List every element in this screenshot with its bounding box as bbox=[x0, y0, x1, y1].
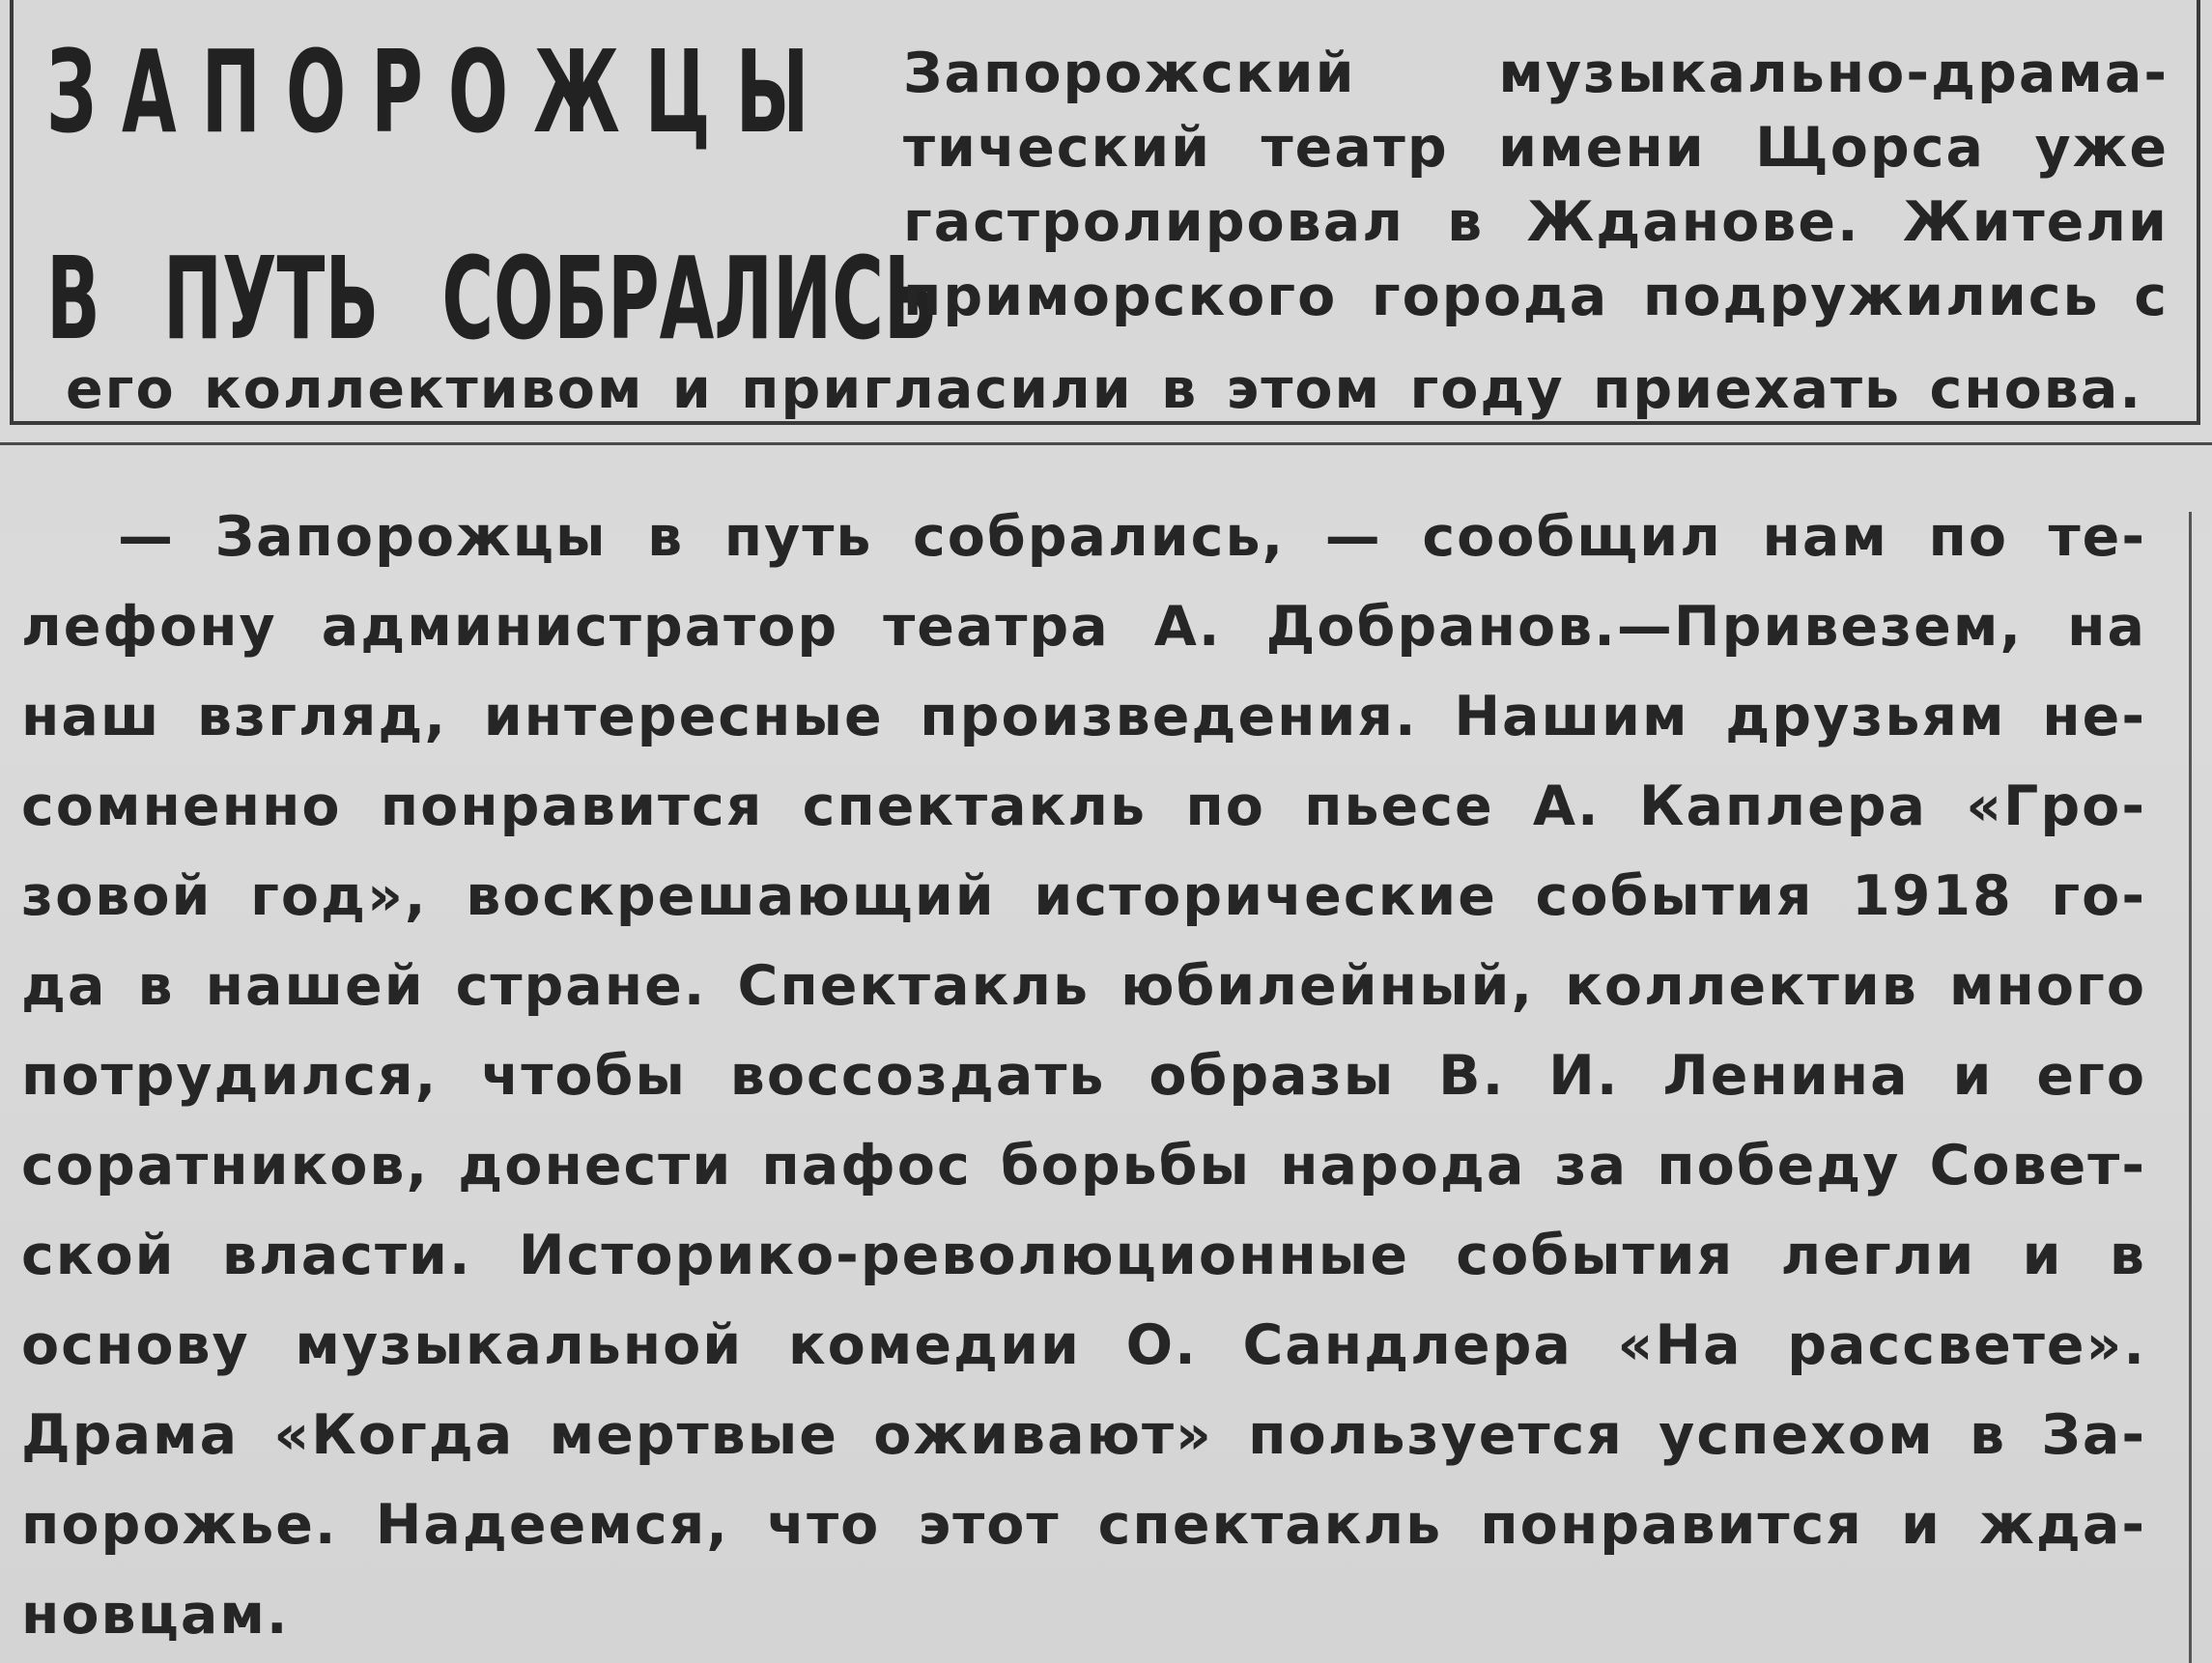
section-divider bbox=[0, 442, 2212, 445]
body-line: ской власти. Историко-революционные события легли и в bbox=[21, 1224, 2146, 1287]
body-line: новцам. bbox=[21, 1583, 290, 1647]
article-body bbox=[21, 493, 2146, 1660]
body-line: наш взгляд, интересные произведения. Нашим друзьям не- bbox=[21, 685, 2146, 748]
headline-line-2: В ПУТЬ СОБРАЛИСЬ bbox=[46, 232, 938, 365]
body-line: сомненно понравится спектакль по пьесе А. Каплера «Гро- bbox=[21, 775, 2146, 838]
body-line: Драма «Когда мертвые оживают» пользуется успехом в За- bbox=[21, 1403, 2146, 1467]
body-line: зовой год», воскрешающий исторические события 1918 го- bbox=[21, 864, 2146, 928]
body-line: — Запорожцы в путь собрались, — сообщил нам по те- bbox=[118, 505, 2146, 569]
lede-line: тический театр имени Щорса уже bbox=[903, 116, 2169, 180]
headline bbox=[46, 25, 938, 365]
body-line: потрудился, чтобы воссоздать образы В. И. Ленина и его bbox=[21, 1044, 2146, 1108]
lede-line: Запорожский музыкально-драма- bbox=[903, 42, 2169, 105]
column-rule bbox=[2189, 512, 2192, 1663]
body-line: лефону администратор театра А. Добранов.—Привезем, на bbox=[21, 595, 2146, 659]
lede-line: приморского города подружились с bbox=[903, 265, 2169, 328]
body-line: соратников, донести пафос борьбы народа за победу Совет- bbox=[21, 1134, 2146, 1198]
lede-line: гастролировал в Жданове. Жители bbox=[903, 190, 2169, 254]
headline-line-1: ЗАПОРОЖЦЫ bbox=[46, 25, 835, 158]
lede-last-line: его коллективом и пригласили в этом году приехать снова. bbox=[66, 357, 2142, 421]
lede-paragraph bbox=[903, 37, 2169, 334]
body-line: основу музыкальной комедии О. Сандлера «На рассвете». bbox=[21, 1313, 2146, 1377]
body-line: порожье. Надеемся, что этот спектакль понравится и жда- bbox=[21, 1493, 2146, 1557]
body-line: да в нашей стране. Спектакль юбилейный, коллектив много bbox=[21, 954, 2146, 1018]
